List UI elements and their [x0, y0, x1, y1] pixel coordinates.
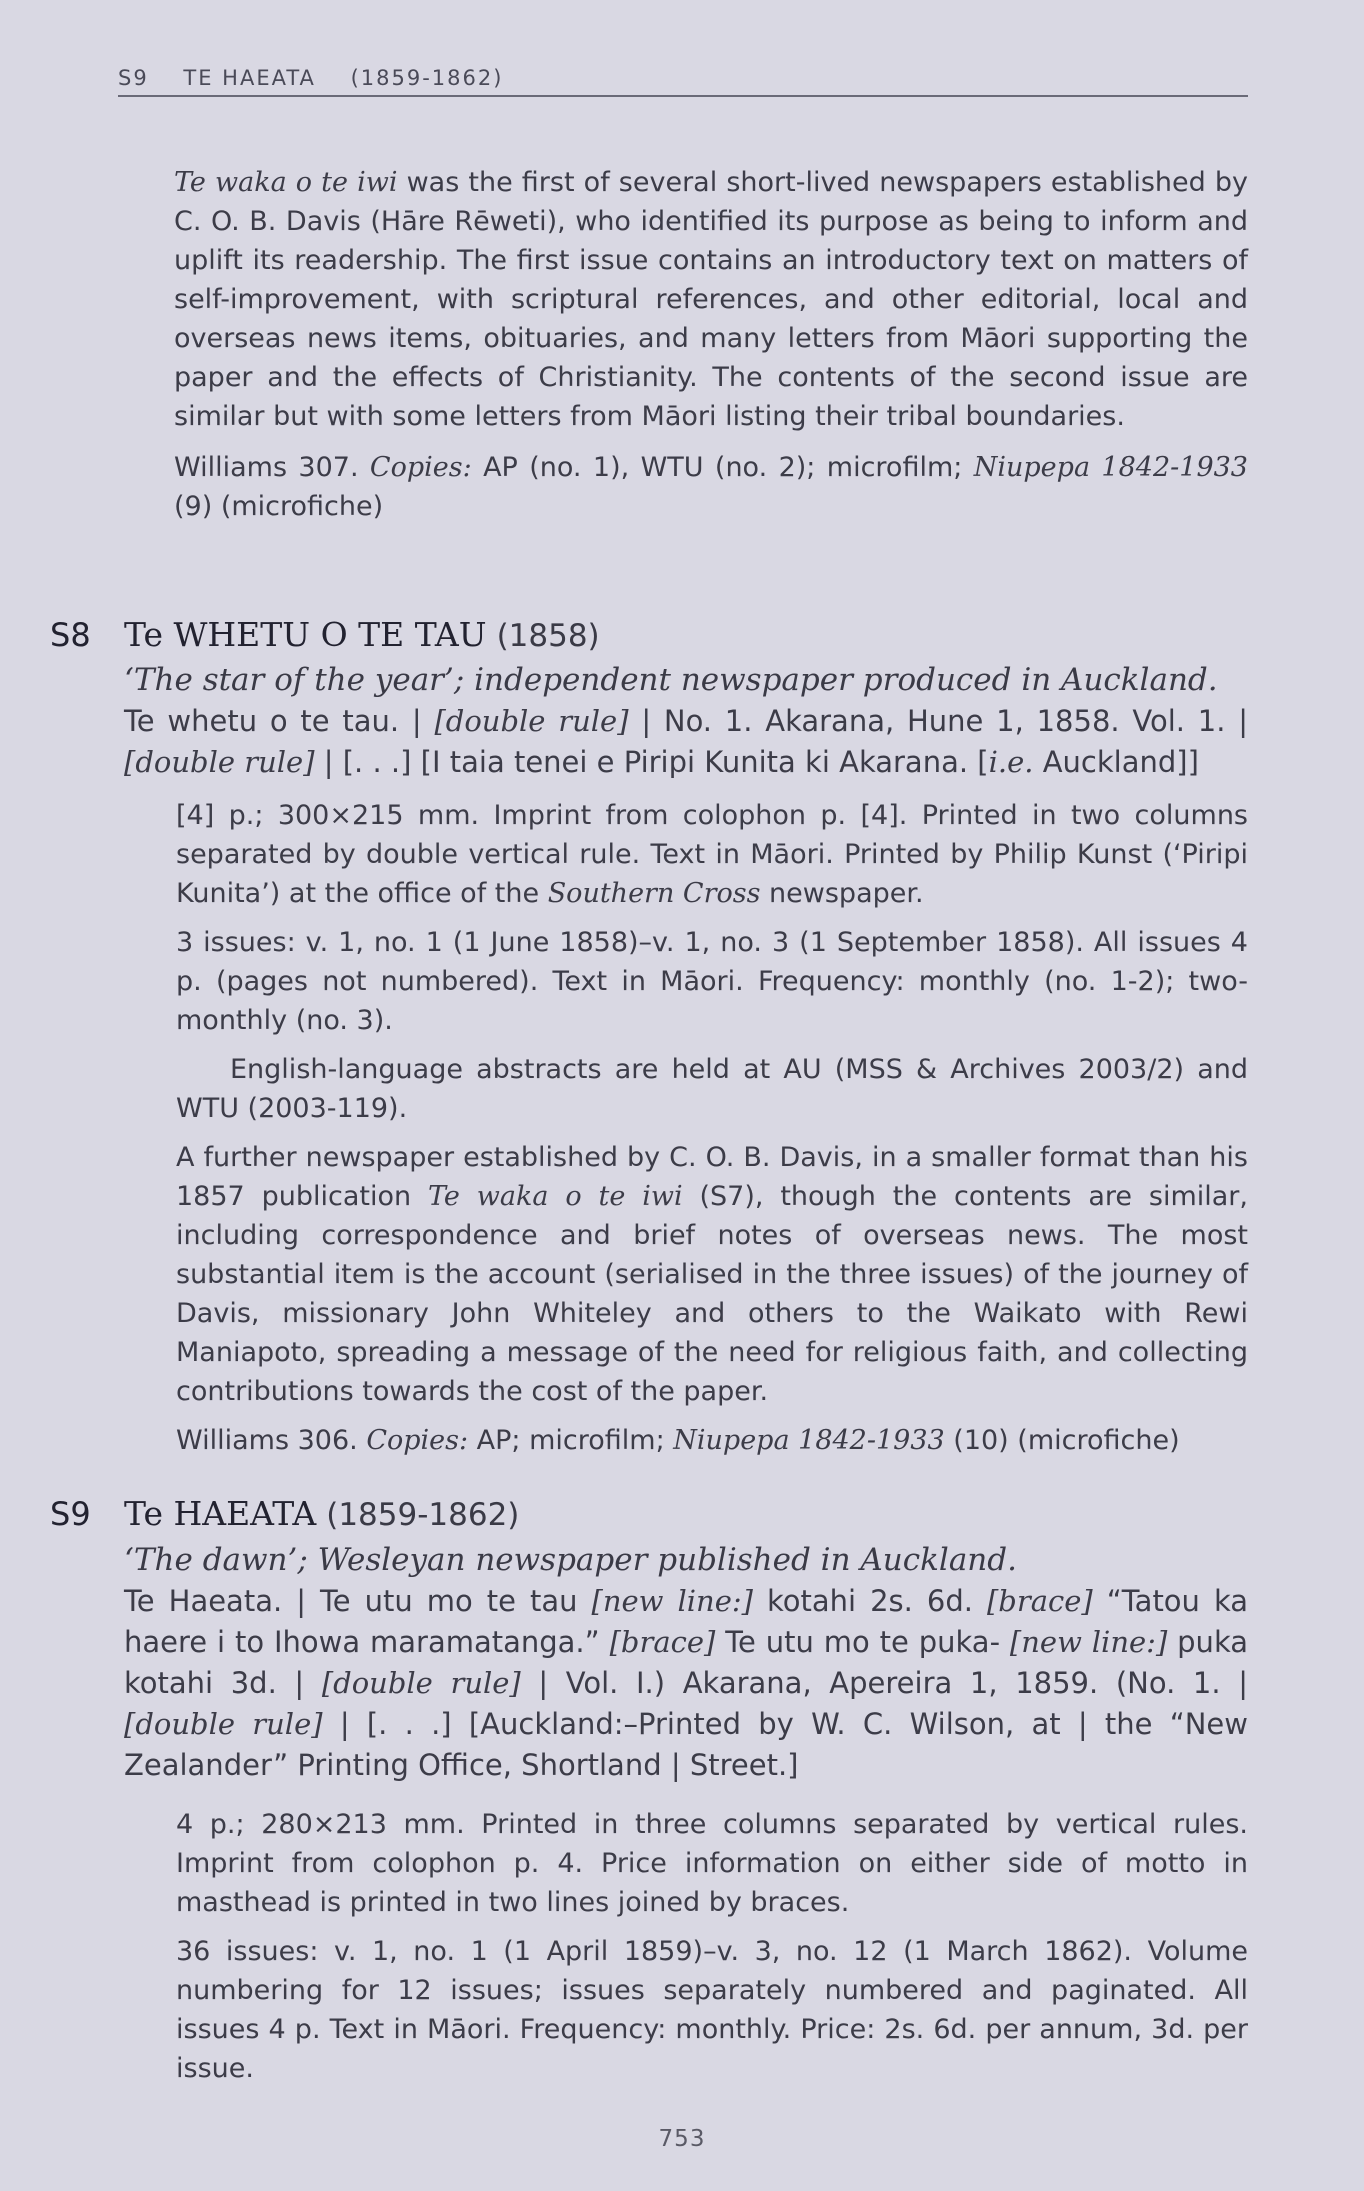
s8-body [124, 660, 1248, 783]
s8-reference: Williams 306. Copies: AP; microfilm; Niupepa 1842-1933 (10) (microfiche) [176, 1425, 1180, 1456]
running-head-years: (1859-1862) [350, 66, 504, 90]
s9-heading [50, 1494, 1250, 1533]
s8-transcription: Te whetu o te tau. | [double rule] | No. 1. Akarana, Hune 1, 1858. Vol. 1. | [double rule] | [. . .] [I taia tenei e Piripi Kunita ki Akarana. [i.e. Auckland]] [124, 704, 1249, 779]
s8-code: S8 [50, 616, 91, 654]
s9-code: S9 [50, 1495, 91, 1533]
s9-title: Te HAEATA [124, 1494, 317, 1533]
s8-physical: [4] p.; 300×215 mm. Imprint from colophon p. [4]. Printed in two columns separated by double vertical rule. Text in Māori. Printed by Philip Kunst (‘Piripi Kunita’) at the office of the Southern Cross newspaper. [176, 800, 1248, 909]
s8-abstracts: English-language abstracts are held at AU (MSS & Archives 2003/2) and WTU (2003-119). [176, 1054, 1248, 1124]
s8-date: (1858) [496, 618, 600, 654]
s9-body [124, 1540, 1248, 1786]
running-head-title: TE HAEATA [183, 66, 316, 90]
s8-details [176, 796, 1248, 1470]
s8-issues: 3 issues: v. 1, no. 1 (1 June 1858)–v. 1, no. 3 (1 September 1858). All issues 4 p. (pages not numbered). Text in Māori. Frequency: monthly (no. 1-2); two-monthly (no. 3). [176, 927, 1248, 1036]
s7-tail [174, 163, 1248, 526]
s9-transcription: Te Haeata. | Te utu mo te tau [new line:] kotahi 2s. 6d. [brace] “Tatou ka haere i to Ihowa maramatanga.” [brace] Te utu mo te puka- [new line:] puka kotahi 3d. | [double rule] | Vol. I.) Akarana, Apereira 1, 1859. (No. 1. | [double rule] | [. . .] [Auckland:–Printed by W. C. Wilson, at | the “New Zealander” Printing Office, Shortland | Street.] [124, 1584, 1248, 1782]
s7-title-ref: Te waka o te iwi [174, 167, 398, 198]
s7-note-paragraph: Te waka o te iwi was the first of several short-lived newspapers established by C. O. B. Davis (Hāre Rēweti), who identified its purpose as being to inform and uplift its readership. The first issue contains an introductory text on matters of self-improvement, with scriptural references, and other editorial, local and overseas news items, obituaries, and many letters from Māori supporting the paper and the effects of Christianity. The contents of the second issue are similar but with some letters from Māori listing their tribal boundaries. [174, 167, 1248, 432]
page-number: 753 [658, 2126, 706, 2152]
s8-title: Te WHETU O TE TAU [124, 615, 487, 654]
running-head-code: S9 [118, 66, 149, 90]
s9-issues: 36 issues: v. 1, no. 1 (1 April 1859)–v. 3, no. 12 (1 March 1862). Volume numbering for 12 issues; issues separately numbered and paginated. All issues 4 p. Text in Māori. Frequency: monthly. Price: 2s. 6d. per annum, 3d. per issue. [176, 1936, 1248, 2084]
s8-description: ‘The star of the year’; independent newspaper produced in Auckland. [124, 662, 1218, 698]
s9-details [176, 1805, 1248, 2098]
s9-date: (1859-1862) [326, 1497, 520, 1533]
header-rule [118, 95, 1248, 97]
s9-description: ‘The dawn’; Wesleyan newspaper published in Auckland. [124, 1542, 1017, 1578]
s7-reference: Williams 307. Copies: AP (no. 1), WTU (no. 2); microfilm; Niupepa 1842-1933 (9) (microfiche) [174, 452, 1248, 522]
s8-heading [50, 615, 1250, 654]
s9-physical: 4 p.; 280×213 mm. Printed in three columns separated by vertical rules. Imprint from colophon p. 4. Price information on either side of motto in masthead is printed in two lines joined by braces. [176, 1809, 1248, 1918]
s8-note: A further newspaper established by C. O. B. Davis, in a smaller format than his 1857 publication Te waka o te iwi (S7), though the contents are similar, including correspondence and brief notes of overseas news. The most substantial item is the account (serialised in the three issues) of the journey of Davis, missionary John Whiteley and others to the Waikato with Rewi Maniapoto, spreading a message of the need for religious faith, and collecting contributions towards the cost of the paper. [176, 1142, 1248, 1407]
running-head [118, 66, 1248, 90]
